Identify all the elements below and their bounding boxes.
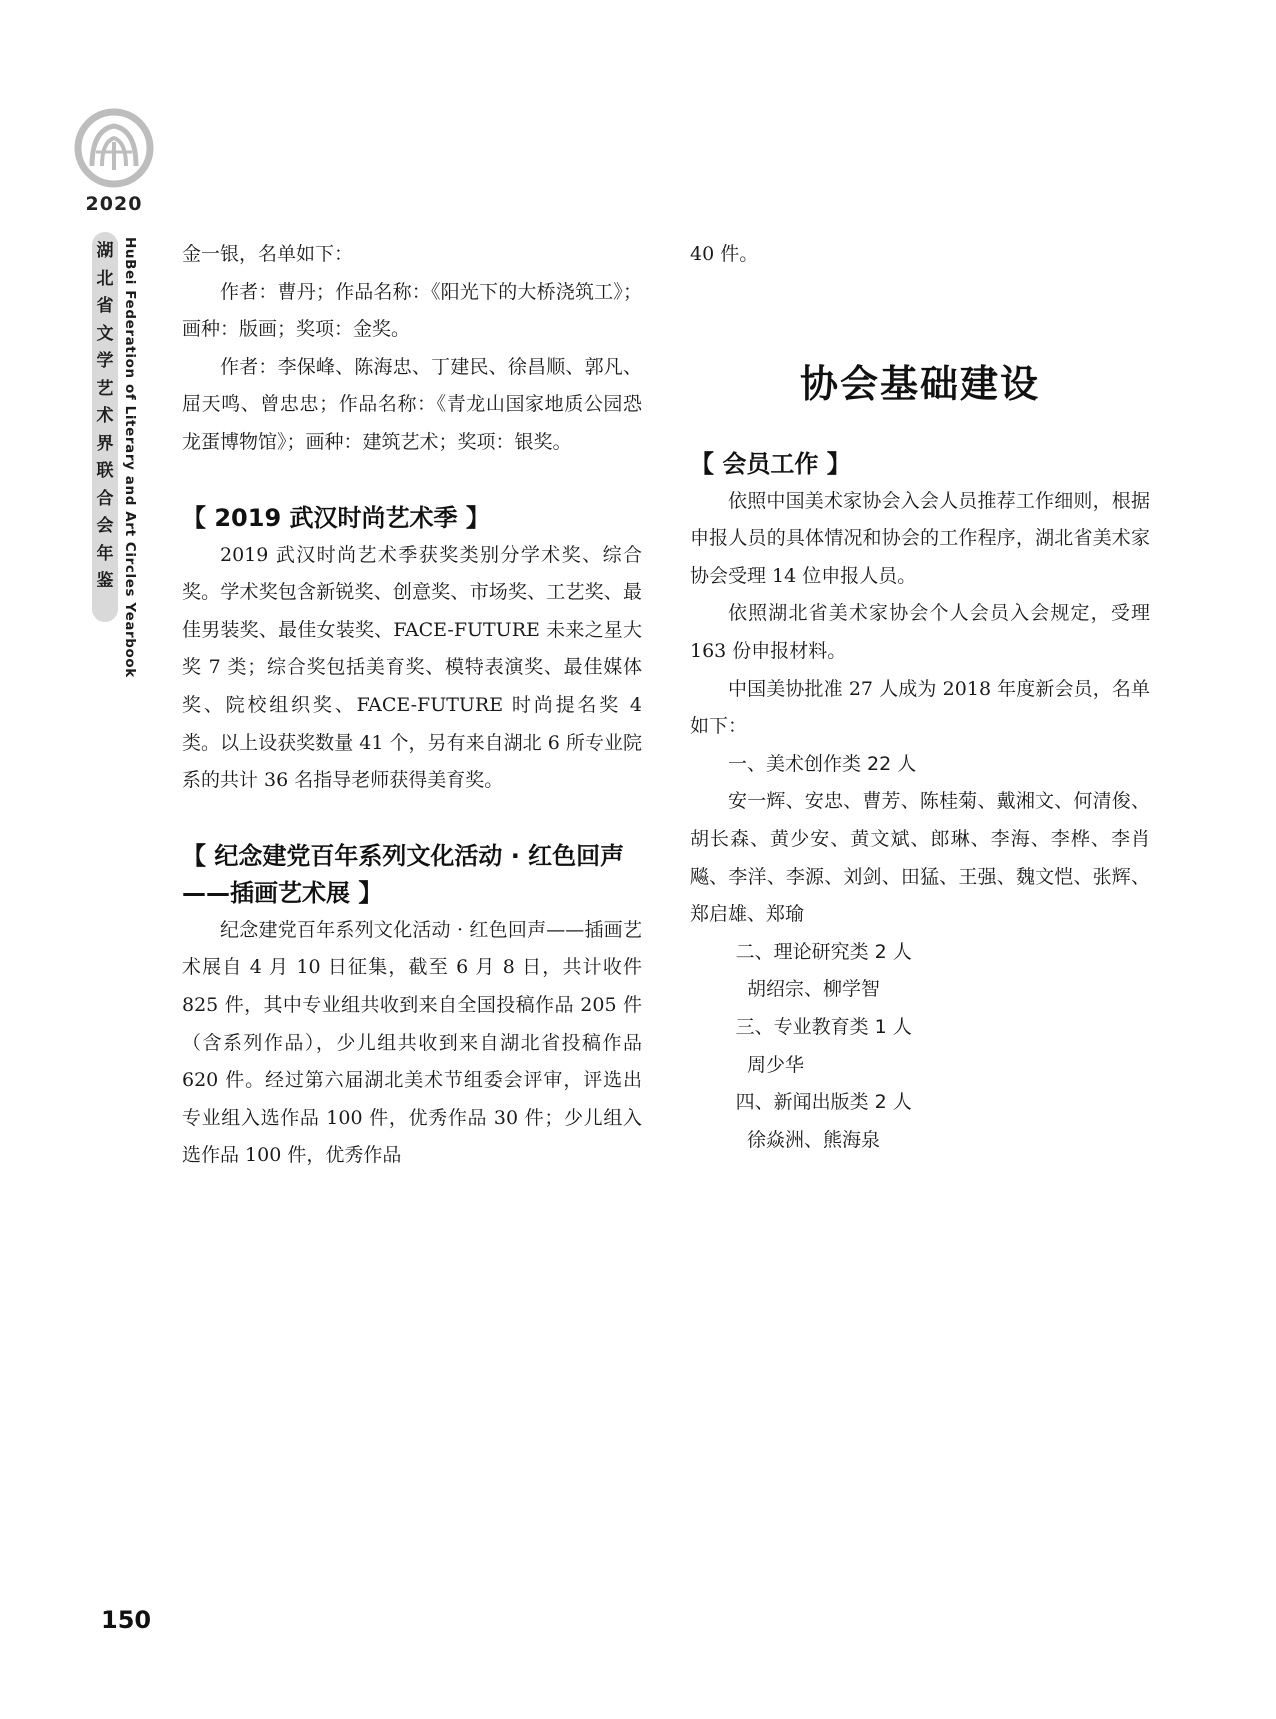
side-title-en: HuBei Federation of Literary and Art Circles Yearbook: [122, 237, 138, 678]
side-char: 界: [96, 433, 114, 454]
side-char: 北: [96, 268, 114, 289]
paragraph: 2019 武汉时尚艺术季获奖类别分学术奖、综合奖。学术奖包含新锐奖、创意奖、市场奖、工艺奖、最佳男装奖、最佳女装奖、FACE-FUTURE 未来之星大奖 7 类；综合奖包括美育奖、模特表演奖、最佳媒体奖、院校组织奖、FACE-FUTURE 时尚提名奖 4 类。以上设获奖数量 41 个，另有来自湖北 6 所专业院系的共计 36 名指导老师获得美育奖。: [182, 543, 642, 792]
side-char: 术: [96, 406, 114, 426]
side-char: 学: [96, 351, 114, 371]
paragraph: 40 件。: [690, 243, 759, 265]
paragraph: 依照中国美术家协会入会人员推荐工作细则，根据申报人员的具体情况和协会的工作程序，湖北省美术家协会受理 14 位申报人员。: [690, 489, 1150, 587]
paragraph: 纪念建党百年系列文化活动 · 红色回声——插画艺术展自 4 月 10 日征集，截至 6 月 8 日，共计收件 825 件，其中专业组共收到来自全国投稿作品 205 件（含系列作品），少儿组共收到来自湖北省投稿作品 620 件。经过第六届湖北美术节组委会评审，评选出专业组入选作品 100 件，优秀作品 30 件；少儿组入选作品 100 件，优秀作品: [182, 918, 642, 1167]
name-list: 安一辉、安忠、曹芳、陈桂菊、戴湘文、何清俊、胡长森、黄少安、黄文斌、郎琳、李海、李桦、李肖飚、李洋、李源、刘剑、田猛、王强、魏文恺、张辉、郑启雄、郑瑜: [690, 790, 1150, 926]
side-char: 会: [96, 516, 114, 536]
section-title: 【 会员工作 】: [690, 449, 851, 478]
paragraph: 依照湖北省美术家协会个人会员入会规定，受理 163 份申报材料。: [690, 602, 1150, 662]
chapter-title: 协会基础建设: [799, 361, 1040, 406]
side-char: 合: [96, 488, 114, 509]
side-char: 鉴: [96, 571, 114, 591]
side-char: 年: [96, 543, 114, 564]
category-heading: 一、美术创作类 22 人: [728, 752, 917, 775]
side-char: 文: [96, 323, 114, 344]
side-char: 省: [96, 296, 114, 316]
section-title: 【 纪念建党百年系列文化活动 · 红色回声——插画艺术展 】: [182, 841, 625, 907]
paragraph: 作者：李保峰、陈海忠、丁建民、徐昌顺、郭凡、屈天鸣、曾忠忠；作品名称：《青龙山国家地质公园恐龙蛋博物馆》；画种：建筑艺术；奖项：银奖。: [182, 355, 642, 453]
name-list: 周少华: [747, 1053, 805, 1076]
page-number: 150: [101, 1606, 152, 1634]
paragraph: 中国美协批准 27 人成为 2018 年度新会员，名单如下：: [690, 677, 1150, 738]
side-title-cn: [92, 238, 118, 596]
side-char: 湖: [96, 241, 114, 261]
category-heading: 二、理论研究类 2 人: [735, 940, 912, 963]
section-title: 【 2019 武汉时尚艺术季 】: [182, 503, 490, 532]
category-heading: 三、专业教育类 1 人: [735, 1015, 912, 1038]
side-char: 艺: [96, 378, 114, 399]
yearbook-emblem-icon: [74, 108, 154, 188]
side-char: 联: [96, 461, 114, 481]
left-column: [182, 236, 642, 1175]
name-list: 胡绍宗、柳学智: [747, 978, 881, 1001]
header-year: 2020: [85, 193, 143, 215]
name-list: 徐焱洲、熊海泉: [747, 1128, 881, 1151]
right-column: [690, 236, 1150, 1159]
paragraph: 作者：曹丹；作品名称：《阳光下的大桥浇筑工》；画种：版画；奖项：金奖。: [182, 280, 642, 341]
category-heading: 四、新闻出版类 2 人: [735, 1091, 912, 1114]
paragraph: 金一银，名单如下：: [182, 243, 354, 265]
